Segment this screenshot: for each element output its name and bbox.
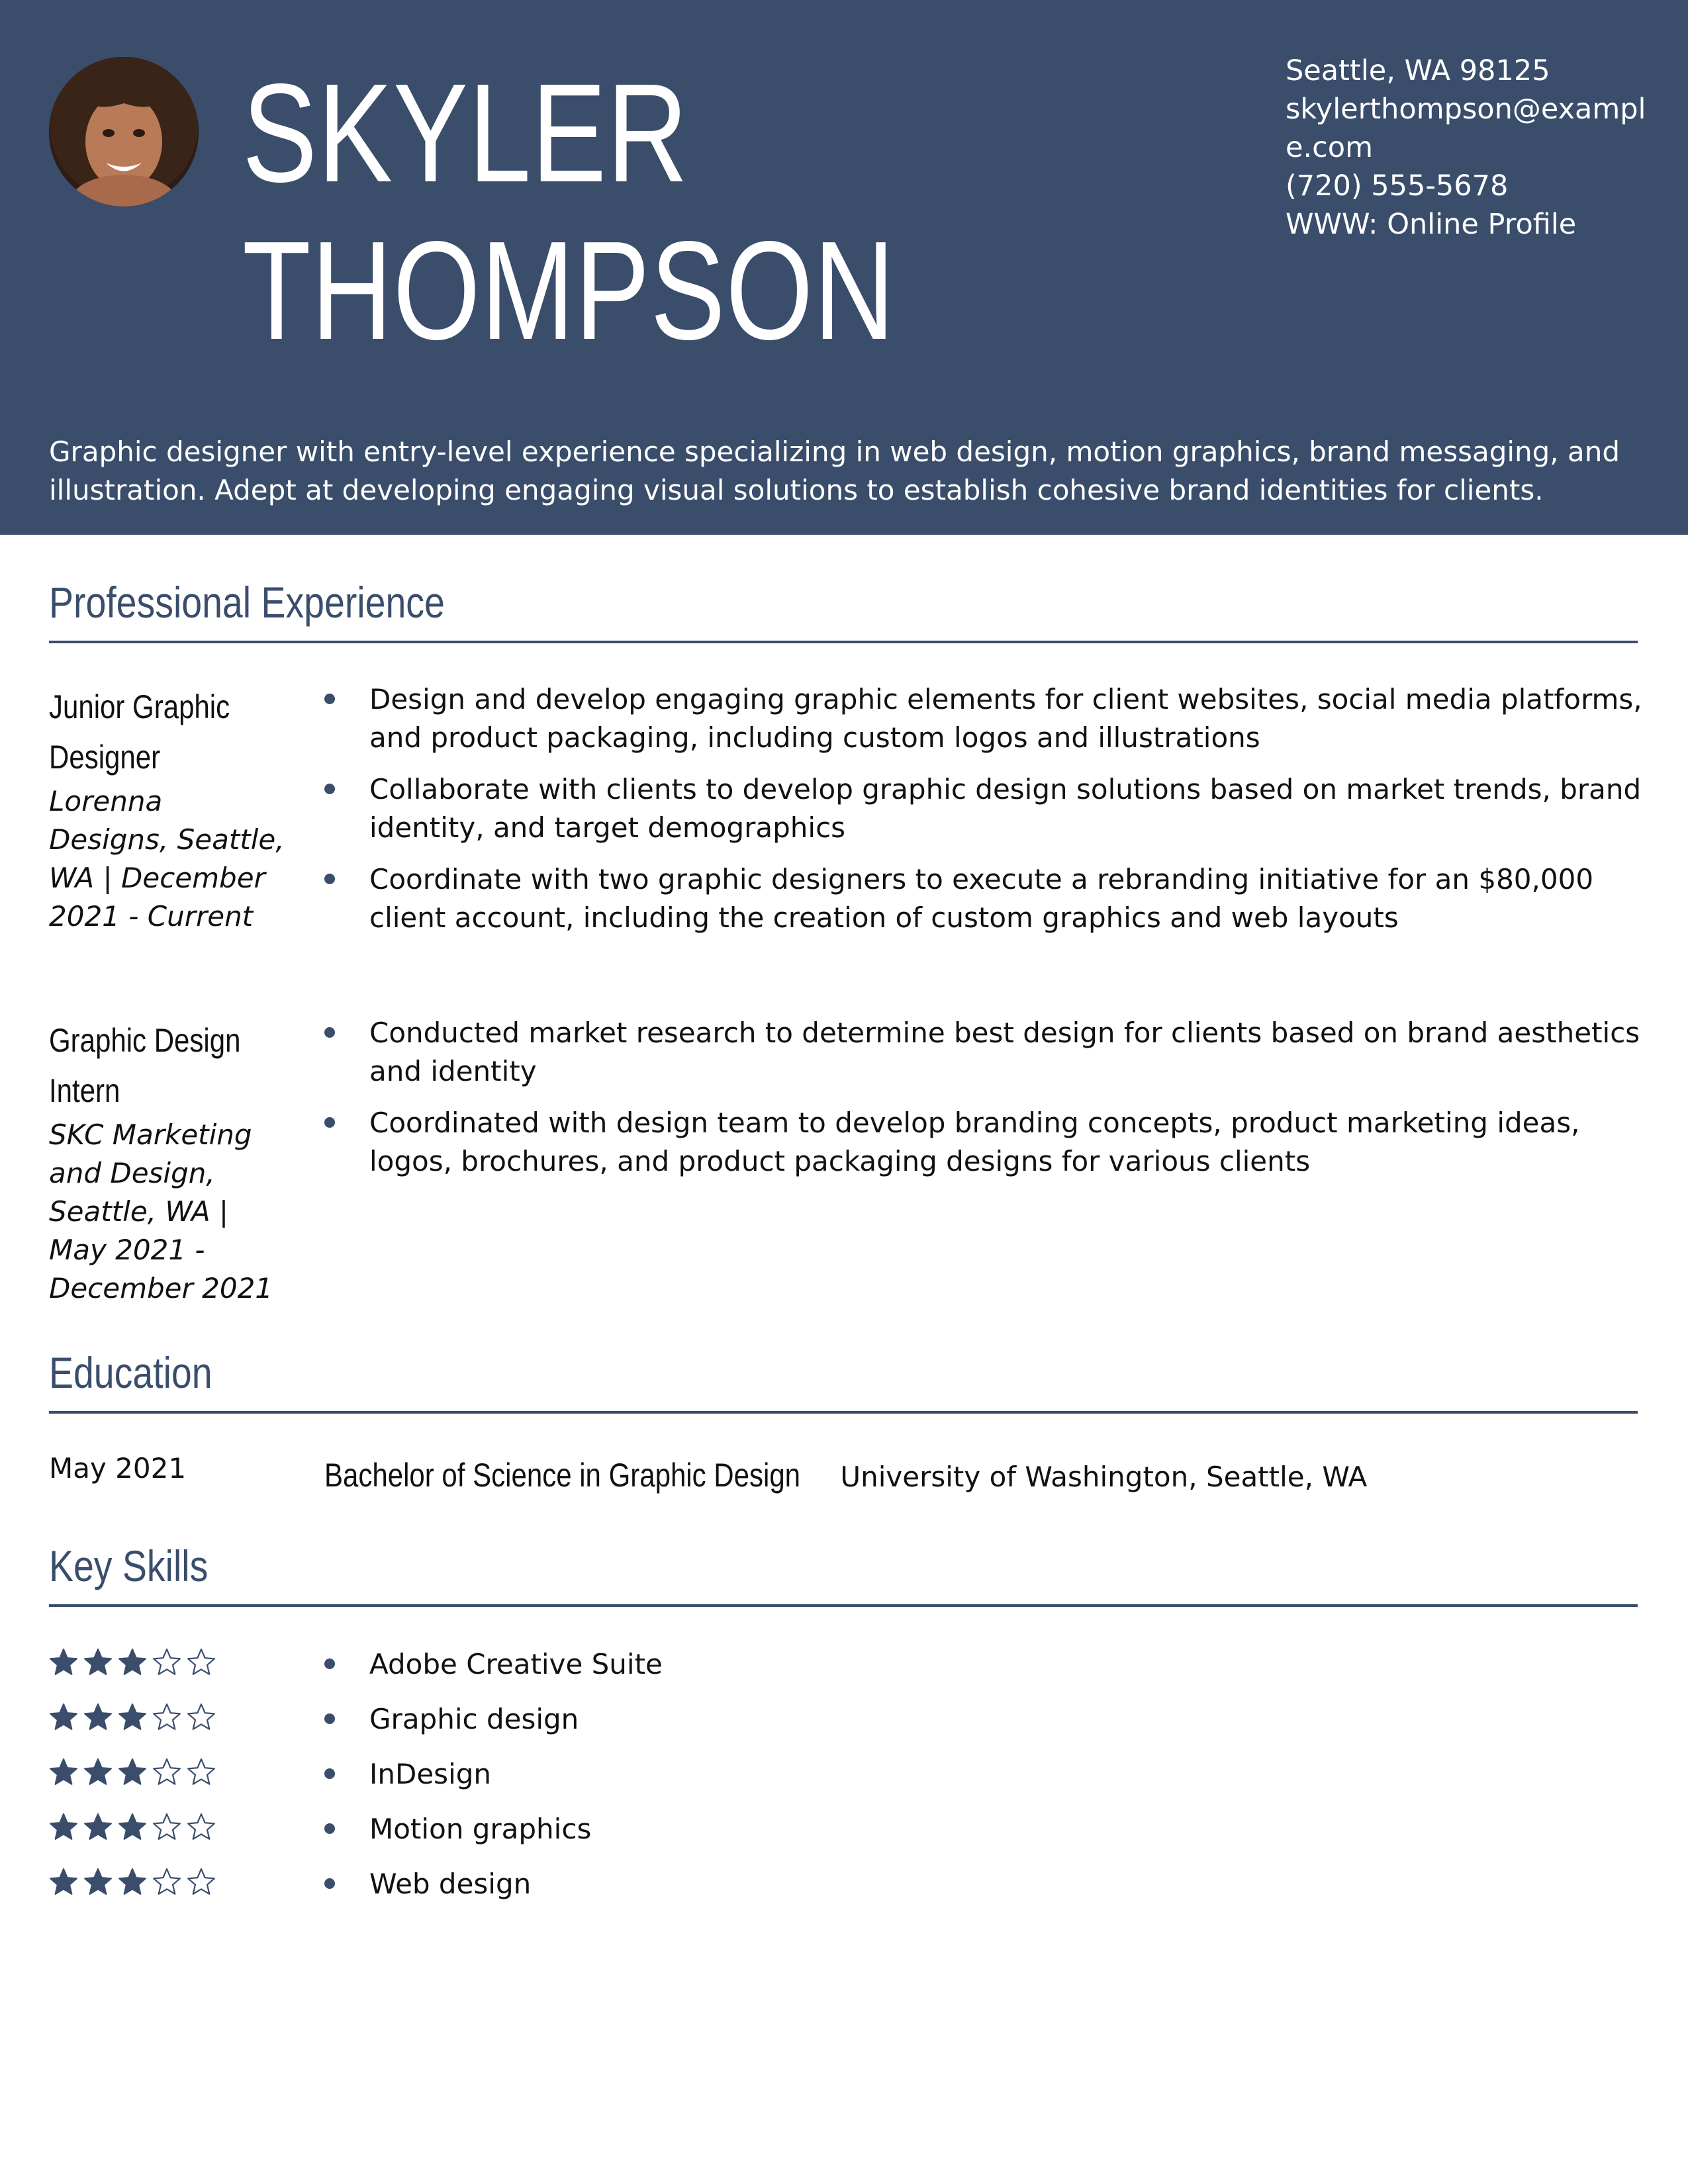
star-filled-icon bbox=[118, 1868, 147, 1897]
candidate-name bbox=[242, 54, 1010, 369]
first-name: SKYLER bbox=[242, 54, 689, 211]
star-filled-icon bbox=[49, 1868, 78, 1897]
location-text: Seattle, WA 98125 bbox=[1286, 54, 1550, 87]
job-details bbox=[49, 682, 287, 936]
bullet-text: Design and develop engaging graphic elements for client websites, social media platforms, and product packaging, including custom logos and illustrations bbox=[369, 683, 1642, 754]
skill-row bbox=[49, 1700, 1638, 1756]
bullet-item bbox=[324, 1104, 1655, 1181]
star-filled-icon bbox=[118, 1813, 147, 1842]
star-empty-icon bbox=[187, 1813, 216, 1842]
school-name: University of Washington, Seattle, WA bbox=[840, 1461, 1368, 1493]
skill-rating bbox=[49, 1813, 221, 1844]
star-filled-icon bbox=[83, 1813, 113, 1842]
job-meta: Lorenna Designs, Seattle, WA | December 2021 - Current bbox=[49, 785, 285, 933]
star-empty-icon bbox=[152, 1758, 181, 1787]
star-filled-icon bbox=[49, 1703, 78, 1732]
education-divider bbox=[49, 1411, 1638, 1414]
professional-summary: Graphic designer with entry-level experience specializing in web design, motion graphics, brand messaging, and illustration. Adept at developing engaging visual solutions to establish cohesive brand identities for clients. bbox=[49, 435, 1620, 506]
experience-divider bbox=[49, 641, 1638, 643]
star-empty-icon bbox=[152, 1648, 181, 1677]
bullet-dot bbox=[324, 1878, 335, 1889]
header-band bbox=[0, 0, 1688, 535]
last-name: THOMPSON bbox=[242, 212, 896, 369]
star-filled-icon bbox=[118, 1648, 147, 1677]
star-empty-icon bbox=[187, 1868, 216, 1897]
star-empty-icon bbox=[152, 1703, 181, 1732]
bullet-text: Collaborate with clients to develop graphic design solutions based on market trends, brand identity, and target demographics bbox=[369, 773, 1642, 844]
job-title: Graphic Design Intern bbox=[49, 1022, 241, 1109]
bullet-dot bbox=[324, 1027, 335, 1038]
star-filled-icon bbox=[118, 1703, 147, 1732]
profile-photo bbox=[49, 57, 199, 206]
skill-row bbox=[49, 1645, 1638, 1701]
skill-row bbox=[49, 1865, 1638, 1921]
bullet-dot bbox=[324, 874, 335, 884]
star-filled-icon bbox=[49, 1758, 78, 1787]
star-filled-icon bbox=[83, 1648, 113, 1677]
star-filled-icon bbox=[83, 1703, 113, 1732]
star-filled-icon bbox=[118, 1758, 147, 1787]
job-meta: SKC Marketing and Design, Seattle, WA | May 2021 - December 2021 bbox=[49, 1118, 273, 1304]
education-entry bbox=[324, 1456, 1367, 1496]
skill-rating bbox=[49, 1703, 221, 1735]
skills-divider bbox=[49, 1604, 1638, 1607]
skill-label: Motion graphics bbox=[369, 1813, 592, 1845]
skill-rating bbox=[49, 1758, 221, 1790]
star-empty-icon bbox=[187, 1758, 216, 1787]
bullet-text: Conducted market research to determine best design for clients based on brand aesthetics and identity bbox=[369, 1017, 1640, 1087]
star-filled-icon bbox=[83, 1758, 113, 1787]
bullet-text: Coordinated with design team to develop branding concepts, product marketing ideas, logos, brochures, and product packaging designs for various clients bbox=[369, 1107, 1580, 1177]
bullet-dot bbox=[324, 1659, 335, 1669]
bullet-dot bbox=[324, 1713, 335, 1724]
job-bullets bbox=[324, 1014, 1655, 1194]
skill-label: InDesign bbox=[369, 1758, 492, 1790]
website-link[interactable]: WWW: Online Profile bbox=[1286, 208, 1577, 241]
star-filled-icon bbox=[83, 1868, 113, 1897]
job-title: Junior Graphic Designer bbox=[49, 688, 230, 776]
graduation-date: May 2021 bbox=[49, 1452, 187, 1484]
star-filled-icon bbox=[49, 1813, 78, 1842]
email-link[interactable]: skylerthompson@example.com bbox=[1286, 93, 1646, 164]
skill-row bbox=[49, 1755, 1638, 1811]
star-empty-icon bbox=[152, 1868, 181, 1897]
bullet-dot bbox=[324, 1117, 335, 1128]
skill-label: Adobe Creative Suite bbox=[369, 1648, 663, 1680]
skill-row bbox=[49, 1810, 1638, 1866]
bullet-dot bbox=[324, 1768, 335, 1779]
bullet-dot bbox=[324, 784, 335, 794]
bullet-dot bbox=[324, 1823, 335, 1834]
degree-name: Bachelor of Science in Graphic Design bbox=[324, 1457, 801, 1494]
bullet-item bbox=[324, 680, 1655, 757]
job-bullets bbox=[324, 680, 1655, 950]
experience-heading: Professional Experience bbox=[49, 578, 445, 627]
bullet-item bbox=[324, 860, 1655, 937]
bullet-dot bbox=[324, 694, 335, 704]
bullet-text: Coordinate with two graphic designers to execute a rebranding initiative for an $80,000 client account, including the creation of custom graphics and web layouts bbox=[369, 863, 1594, 934]
star-empty-icon bbox=[187, 1703, 216, 1732]
star-empty-icon bbox=[187, 1648, 216, 1677]
portrait-image bbox=[49, 57, 199, 206]
phone-text: (720) 555-5678 bbox=[1286, 169, 1509, 203]
skill-rating bbox=[49, 1648, 221, 1680]
star-empty-icon bbox=[152, 1813, 181, 1842]
skill-label: Graphic design bbox=[369, 1703, 579, 1735]
bullet-item bbox=[324, 770, 1655, 847]
contact-info bbox=[1286, 52, 1656, 244]
skill-rating bbox=[49, 1868, 221, 1899]
job-details bbox=[49, 1015, 287, 1308]
star-filled-icon bbox=[49, 1648, 78, 1677]
skills-heading: Key Skills bbox=[49, 1541, 209, 1590]
bullet-item bbox=[324, 1014, 1655, 1091]
skill-label: Web design bbox=[369, 1868, 532, 1900]
education-heading: Education bbox=[49, 1348, 212, 1397]
